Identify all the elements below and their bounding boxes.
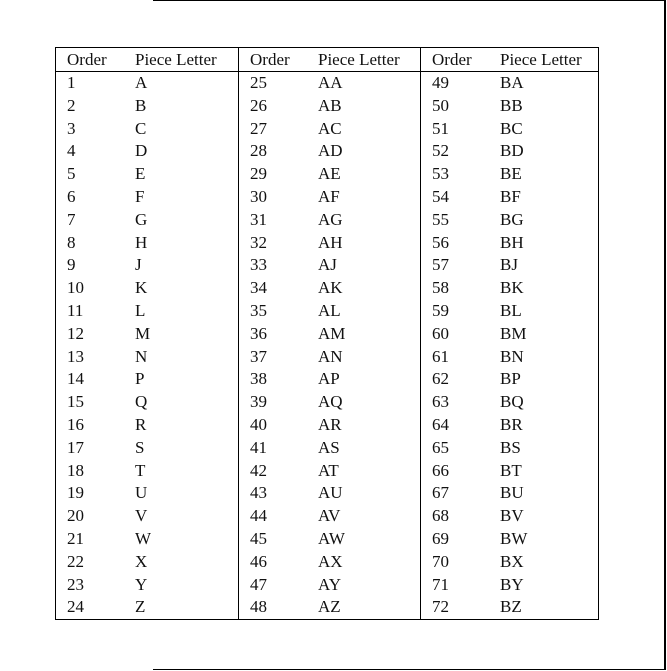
table-row xyxy=(56,277,238,300)
header-piece-letter: Piece Letter xyxy=(500,50,582,69)
piece-letter-cell: AV xyxy=(318,506,341,526)
piece-letter-cell: AR xyxy=(318,414,342,434)
piece-letter-cell: BN xyxy=(500,346,524,366)
table-row xyxy=(56,300,238,323)
table-row xyxy=(239,209,421,232)
order-cell: 30 xyxy=(250,186,267,206)
order-cell: 26 xyxy=(250,95,267,115)
piece-letter-cell: AQ xyxy=(318,392,343,412)
piece-letter-cell: AH xyxy=(318,232,343,252)
header-order: Order xyxy=(67,50,107,69)
order-cell: 15 xyxy=(67,392,84,412)
order-cell: 4 xyxy=(67,141,76,161)
piece-letter-cell: Q xyxy=(135,392,148,412)
order-cell: 48 xyxy=(250,597,267,617)
order-cell: 60 xyxy=(432,323,449,343)
column-group-1 xyxy=(56,48,238,619)
header-order: Order xyxy=(250,50,290,69)
table-row xyxy=(421,323,601,346)
order-cell: 66 xyxy=(432,460,449,480)
order-cell: 3 xyxy=(67,118,76,138)
piece-letter-cell: AY xyxy=(318,574,341,594)
piece-letter-cell: AM xyxy=(318,323,346,343)
table-row xyxy=(421,209,601,232)
table-row xyxy=(239,505,421,528)
table-row xyxy=(56,95,238,118)
order-cell: 23 xyxy=(67,574,84,594)
piece-letter-cell: AA xyxy=(318,73,343,92)
table-row xyxy=(421,414,601,437)
order-cell: 57 xyxy=(432,255,449,275)
order-cell: 36 xyxy=(250,323,267,343)
piece-letter-cell: BR xyxy=(500,414,523,434)
table-row xyxy=(56,163,238,186)
order-cell: 55 xyxy=(432,209,449,229)
table-row xyxy=(239,186,421,209)
order-cell: 32 xyxy=(250,232,267,252)
piece-letter-cell: B xyxy=(135,95,147,115)
table-row xyxy=(239,437,421,460)
table-row xyxy=(56,460,238,483)
piece-letter-cell: E xyxy=(135,164,146,184)
order-cell: 40 xyxy=(250,414,267,434)
order-cell: 51 xyxy=(432,118,449,138)
piece-letter-cell: AW xyxy=(318,528,345,548)
order-cell: 11 xyxy=(67,300,84,320)
piece-letter-cell: T xyxy=(135,460,146,480)
table-row xyxy=(239,482,421,505)
table-row xyxy=(56,505,238,528)
order-cell: 68 xyxy=(432,506,449,526)
table-row xyxy=(421,482,601,505)
table-row xyxy=(56,323,238,346)
order-cell: 28 xyxy=(250,141,267,161)
piece-letter-cell: AL xyxy=(318,300,341,320)
order-cell: 13 xyxy=(67,346,84,366)
table-row xyxy=(421,505,601,528)
piece-letter-cell: L xyxy=(135,300,146,320)
table-row xyxy=(421,140,601,163)
order-cell: 24 xyxy=(67,597,84,617)
table-row xyxy=(421,72,601,95)
table-row xyxy=(239,346,421,369)
table-row xyxy=(56,551,238,574)
table-row xyxy=(421,596,601,619)
order-cell: 63 xyxy=(432,392,449,412)
table-row xyxy=(239,140,421,163)
piece-letter-cell: BH xyxy=(500,232,524,252)
order-cell: 37 xyxy=(250,346,267,366)
order-cell: 29 xyxy=(250,164,267,184)
table-row xyxy=(239,574,421,597)
table-row xyxy=(56,368,238,391)
piece-letter-cell: C xyxy=(135,118,147,138)
table-row xyxy=(421,186,601,209)
order-cell: 34 xyxy=(250,278,267,298)
table-row xyxy=(239,323,421,346)
piece-letter-cell: BW xyxy=(500,528,528,548)
piece-letter-cell: BS xyxy=(500,437,521,457)
piece-order-table xyxy=(55,47,599,620)
table-row xyxy=(56,232,238,255)
table-row xyxy=(239,232,421,255)
order-cell: 19 xyxy=(67,483,84,503)
piece-letter-cell: BK xyxy=(500,278,524,298)
table-row xyxy=(421,528,601,551)
order-cell: 22 xyxy=(67,551,84,571)
order-cell: 25 xyxy=(250,73,267,92)
order-cell: 5 xyxy=(67,164,76,184)
piece-letter-cell: AD xyxy=(318,141,343,161)
order-cell: 43 xyxy=(250,483,267,503)
order-cell: 38 xyxy=(250,369,267,389)
piece-letter-cell: BE xyxy=(500,164,522,184)
piece-letter-cell: BV xyxy=(500,506,524,526)
table-row xyxy=(421,391,601,414)
piece-letter-cell: N xyxy=(135,346,148,366)
piece-letter-cell: BP xyxy=(500,369,521,389)
order-cell: 33 xyxy=(250,255,267,275)
piece-letter-cell: J xyxy=(135,255,142,275)
piece-letter-cell: AS xyxy=(318,437,340,457)
piece-letter-cell: Y xyxy=(135,574,148,594)
order-cell: 41 xyxy=(250,437,267,457)
table-row xyxy=(421,437,601,460)
table-row xyxy=(421,254,601,277)
order-cell: 64 xyxy=(432,414,449,434)
order-cell: 56 xyxy=(432,232,449,252)
piece-letter-cell: P xyxy=(135,369,145,389)
order-cell: 58 xyxy=(432,278,449,298)
table-row xyxy=(421,232,601,255)
order-cell: 10 xyxy=(67,278,84,298)
order-cell: 62 xyxy=(432,369,449,389)
table-row xyxy=(56,254,238,277)
table-row xyxy=(56,482,238,505)
piece-letter-cell: BD xyxy=(500,141,524,161)
piece-letter-cell: AT xyxy=(318,460,339,480)
table-row xyxy=(239,277,421,300)
table-row xyxy=(56,118,238,141)
table-row xyxy=(239,254,421,277)
piece-letter-cell: AC xyxy=(318,118,342,138)
piece-letter-cell: M xyxy=(135,323,151,343)
order-cell: 27 xyxy=(250,118,267,138)
table-row xyxy=(56,209,238,232)
piece-letter-cell: BU xyxy=(500,483,524,503)
order-cell: 49 xyxy=(432,73,449,92)
order-cell: 54 xyxy=(432,186,449,206)
header-order: Order xyxy=(432,50,472,69)
piece-letter-cell: AN xyxy=(318,346,343,366)
order-cell: 6 xyxy=(67,186,76,206)
order-cell: 70 xyxy=(432,551,449,571)
order-cell: 35 xyxy=(250,300,267,320)
table-row xyxy=(56,596,238,619)
piece-letter-cell: W xyxy=(135,528,152,548)
table-row xyxy=(56,414,238,437)
piece-letter-cell: BY xyxy=(500,574,524,594)
order-cell: 53 xyxy=(432,164,449,184)
piece-letter-cell: AZ xyxy=(318,597,341,617)
table-row xyxy=(239,300,421,323)
piece-letter-cell: A xyxy=(135,73,148,92)
page-border-top xyxy=(153,0,666,1)
table-row xyxy=(239,551,421,574)
table-row xyxy=(421,300,601,323)
piece-letter-cell: AB xyxy=(318,95,342,115)
order-cell: 39 xyxy=(250,392,267,412)
piece-letter-cell: AP xyxy=(318,369,340,389)
order-cell: 52 xyxy=(432,141,449,161)
order-cell: 69 xyxy=(432,528,449,548)
table-row xyxy=(239,460,421,483)
table-row xyxy=(421,460,601,483)
order-cell: 17 xyxy=(67,437,84,457)
piece-letter-cell: S xyxy=(135,437,145,457)
table-row xyxy=(421,277,601,300)
order-cell: 45 xyxy=(250,528,267,548)
piece-letter-cell: X xyxy=(135,551,148,571)
order-cell: 46 xyxy=(250,551,267,571)
piece-letter-cell: Z xyxy=(135,597,146,617)
piece-letter-cell: BQ xyxy=(500,392,524,412)
piece-letter-cell: U xyxy=(135,483,148,503)
order-cell: 44 xyxy=(250,506,267,526)
table-row xyxy=(421,95,601,118)
column-group-3 xyxy=(420,48,601,619)
piece-letter-cell: BC xyxy=(500,118,523,138)
page-border-bottom xyxy=(153,669,666,670)
order-cell: 71 xyxy=(432,574,449,594)
piece-letter-cell: K xyxy=(135,278,148,298)
order-cell: 8 xyxy=(67,232,76,252)
piece-letter-cell: D xyxy=(135,141,148,161)
table-row xyxy=(56,437,238,460)
table-row xyxy=(239,72,421,95)
table-row xyxy=(239,163,421,186)
order-cell: 18 xyxy=(67,460,84,480)
order-cell: 67 xyxy=(432,483,449,503)
rows-group-1 xyxy=(56,72,238,619)
table-row xyxy=(239,118,421,141)
table-row xyxy=(239,528,421,551)
table-row xyxy=(239,95,421,118)
piece-letter-cell: V xyxy=(135,506,148,526)
table-row xyxy=(421,551,601,574)
page-border-right xyxy=(664,0,666,670)
order-cell: 47 xyxy=(250,574,267,594)
table-row xyxy=(56,140,238,163)
piece-letter-cell: AJ xyxy=(318,255,337,275)
table-row xyxy=(239,596,421,619)
piece-letter-cell: AK xyxy=(318,278,343,298)
order-cell: 7 xyxy=(67,209,76,229)
piece-letter-cell: AX xyxy=(318,551,343,571)
table-row xyxy=(421,574,601,597)
piece-letter-cell: BZ xyxy=(500,597,522,617)
table-row xyxy=(56,574,238,597)
piece-letter-cell: BL xyxy=(500,300,522,320)
table-row xyxy=(239,368,421,391)
table-row xyxy=(421,368,601,391)
order-cell: 61 xyxy=(432,346,449,366)
piece-letter-cell: BT xyxy=(500,460,522,480)
order-cell: 1 xyxy=(67,73,76,92)
piece-letter-cell: AU xyxy=(318,483,343,503)
piece-letter-cell: BX xyxy=(500,551,524,571)
table-row xyxy=(56,186,238,209)
order-cell: 12 xyxy=(67,323,84,343)
piece-letter-cell: AG xyxy=(318,209,343,229)
order-cell: 72 xyxy=(432,597,449,617)
piece-letter-cell: AE xyxy=(318,164,341,184)
table-row xyxy=(56,528,238,551)
table-row xyxy=(239,414,421,437)
order-cell: 65 xyxy=(432,437,449,457)
table-row xyxy=(56,72,238,95)
column-group-2 xyxy=(238,48,421,619)
table-row xyxy=(421,118,601,141)
order-cell: 2 xyxy=(67,95,76,115)
table-row xyxy=(239,391,421,414)
order-cell: 21 xyxy=(67,528,84,548)
header-piece-letter: Piece Letter xyxy=(135,50,217,69)
piece-letter-cell: BM xyxy=(500,323,527,343)
piece-letter-cell: R xyxy=(135,414,147,434)
table-row xyxy=(56,346,238,369)
order-cell: 50 xyxy=(432,95,449,115)
table-row xyxy=(421,346,601,369)
order-cell: 14 xyxy=(67,369,84,389)
piece-letter-cell: H xyxy=(135,232,148,252)
table-row xyxy=(421,163,601,186)
order-cell: 9 xyxy=(67,255,76,275)
order-cell: 20 xyxy=(67,506,84,526)
order-cell: 16 xyxy=(67,414,84,434)
piece-letter-cell: BF xyxy=(500,186,521,206)
piece-letter-cell: BB xyxy=(500,95,523,115)
piece-letter-cell: BJ xyxy=(500,255,518,275)
order-cell: 42 xyxy=(250,460,267,480)
piece-letter-cell: F xyxy=(135,186,145,206)
piece-letter-cell: AF xyxy=(318,186,340,206)
rows-group-2 xyxy=(239,72,421,619)
header-piece-letter: Piece Letter xyxy=(318,50,400,69)
table-row xyxy=(56,391,238,414)
piece-letter-cell: BG xyxy=(500,209,524,229)
rows-group-3 xyxy=(421,72,601,619)
order-cell: 59 xyxy=(432,300,449,320)
order-cell: 31 xyxy=(250,209,267,229)
piece-letter-cell: G xyxy=(135,209,148,229)
piece-letter-cell: BA xyxy=(500,73,524,92)
